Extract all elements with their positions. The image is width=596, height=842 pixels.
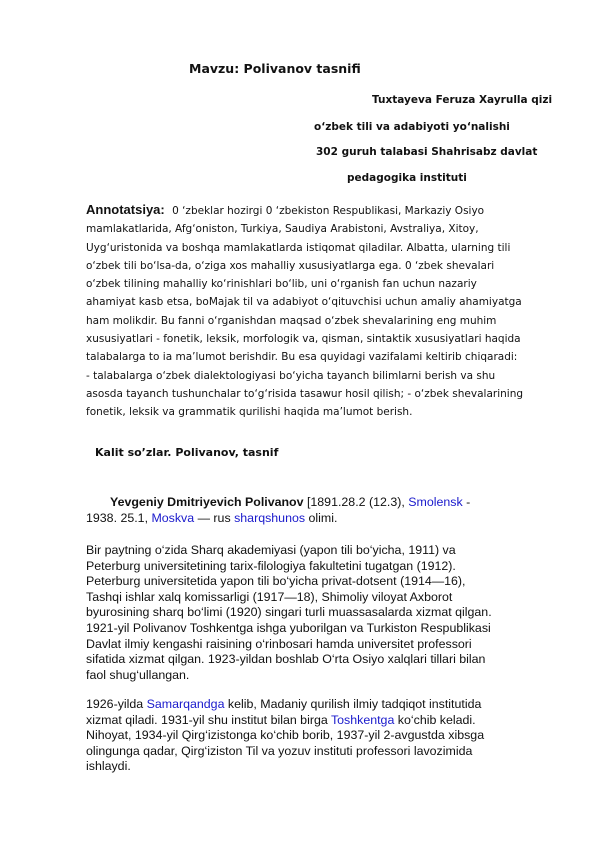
- paragraph-line: Peterburg universitetida yapon tili bo‘yicha privat-dotsent (1914—16),: [86, 574, 466, 589]
- paragraph-biography: [86, 543, 566, 683]
- paragraph-line: [86, 495, 566, 511]
- annotation-block: [86, 201, 566, 422]
- paragraph-line: 1921-yil Polivanov Toshkentga ishga yuborilgan va Turkiston Respublikasi: [86, 620, 491, 635]
- paragraph-line: sifatida xizmat qilgan. 1923-yildan boshlab O‘rta Osiyo xalqlari tillari bilan: [86, 652, 486, 667]
- keywords-line: Kalit so’zlar. Polivanov, tasnif: [95, 446, 279, 459]
- author-faculty: o‘zbek tili va adabiyoti yo‘nalishi: [314, 121, 510, 133]
- paragraph-line: Davlat ilmiy kengashi raisining o‘rinbosari hamda universitet professori: [86, 636, 472, 651]
- author-group: 302 guruh talabasi Shahrisabz davlat: [316, 146, 538, 158]
- sharqshunos-link[interactable]: sharqshunos: [234, 510, 306, 525]
- nationality-text: — rus: [194, 510, 235, 525]
- annotation-text: 0 ‘zbeklar hozirgi 0 ‘zbekiston Respublikasi, Markaziy Osiyo: [172, 205, 485, 217]
- annotation-line: mamlakatlarida, Afg‘oniston, Turkiya, Saudiya Arabistoni, Avstraliya, Xitoy,: [86, 223, 479, 236]
- annotation-line: Uyg‘uristonida va boshqa mamlakatlarda istiqomat qiladilar. Albatta, ularning tili: [86, 241, 511, 254]
- annotation-label: Annotatsiya:: [86, 202, 165, 217]
- document-title: Mavzu: Polivanov tasnifi: [189, 61, 361, 76]
- paragraph-line: faol shug‘ullangan.: [86, 667, 190, 682]
- career-text: 1926-yilda: [86, 697, 147, 711]
- paragraph-line: ishlaydi.: [86, 759, 131, 774]
- person-name: Yevgeniy Dmitriyevich Polivanov: [110, 495, 304, 509]
- annotation-line: ham molikdir. Bu fanni o‘rganishdan maqsad o‘zbek shevalarining eng muhim: [86, 314, 497, 327]
- paragraph-career: [86, 697, 566, 775]
- author-institute: pedagogika instituti: [347, 172, 467, 184]
- occupation-text: olimi.: [305, 510, 338, 525]
- annotation-line: [86, 201, 566, 220]
- annotation-line: o‘zbek tilining mahalliy ko‘rinishlari bo‘lib, uni o‘rganish fan uchun nazariy: [86, 278, 477, 291]
- samarqandga-link[interactable]: Samarqandga: [146, 697, 225, 711]
- paragraph-line: byurosining sharq bo‘limi (1920) singari turli muassasalarda xizmat qilgan.: [86, 605, 492, 620]
- annotation-line: - talabalarga o‘zbek dialektologiyasi bo‘yicha tayanch bilimlarni berish va shu: [86, 369, 496, 382]
- career-text: kelib, Madaniy qurilish ilmiy tadqiqot institutida: [224, 697, 482, 711]
- paragraph-line: [86, 697, 566, 713]
- separator-text: -: [462, 495, 471, 509]
- annotation-line: asosda tayanch tushunchalar to‘g‘risida tasawur hosil qilish; - o‘zbek shevalarining: [86, 387, 524, 400]
- smolensk-link[interactable]: Smolensk: [408, 495, 463, 509]
- paragraph-line: Tashqi ishlar xalq komissarligi (1917—18), Shimoliy viloyat Axborot: [86, 589, 453, 604]
- paragraph-line: [86, 713, 566, 729]
- paragraph-line: Peterburg universitetining tarix-filologiya fakultetini tugatgan (1912).: [86, 558, 456, 573]
- annotation-line: talabalarga to ia ma’lumot berishdir. Bu esa quyidagi vazifalami keltirib chiqaradi:: [86, 351, 518, 364]
- annotation-line: fonetik, leksik va grammatik qurilishi haqida ma’lumot berish.: [86, 406, 413, 419]
- annotation-line: o‘zbek tili bo‘lsa-da, o‘ziga xos mahalliy xususiyatlarga ega. 0 ‘zbek shevalari: [86, 259, 495, 272]
- author-name: Tuxtayeva Feruza Xayrulla qizi: [372, 94, 553, 106]
- annotation-line: xususiyatlari - fonetik, leksik, morfologik va, qisman, sintaktik xususiyatlari haqida: [86, 333, 521, 346]
- paragraph-line: olingunga qadar, Qirg‘iziston Til va yozuv instituti professori lavozimida: [86, 743, 473, 758]
- paragraph-line: [86, 511, 566, 527]
- dates-text: [1891.28.2 (12.3),: [303, 495, 409, 509]
- paragraph-line: Bir paytning o‘zida Sharq akademiyasi (yapon tili bo‘yicha, 1911) va: [86, 543, 456, 557]
- moskva-link[interactable]: Moskva: [151, 510, 195, 525]
- toshkentga-link[interactable]: Toshkentga: [330, 712, 395, 727]
- annotation-line: ahamiyat kasb etsa, boMajak til va adabiyot o‘qituvchisi uchun amaliy ahamiyatga: [86, 296, 522, 309]
- paragraph-line: Nihoyat, 1934-yil Qirg‘izistonga ko‘chib borib, 1937-yil 2-avgustda xibsga: [86, 728, 485, 743]
- career-text: xizmat qiladi. 1931-yil shu institut bilan birga: [86, 712, 331, 727]
- death-date-text: 1938. 25.1,: [86, 510, 152, 525]
- career-text: ko‘chib keladi.: [394, 712, 476, 727]
- paragraph-intro: [86, 495, 566, 526]
